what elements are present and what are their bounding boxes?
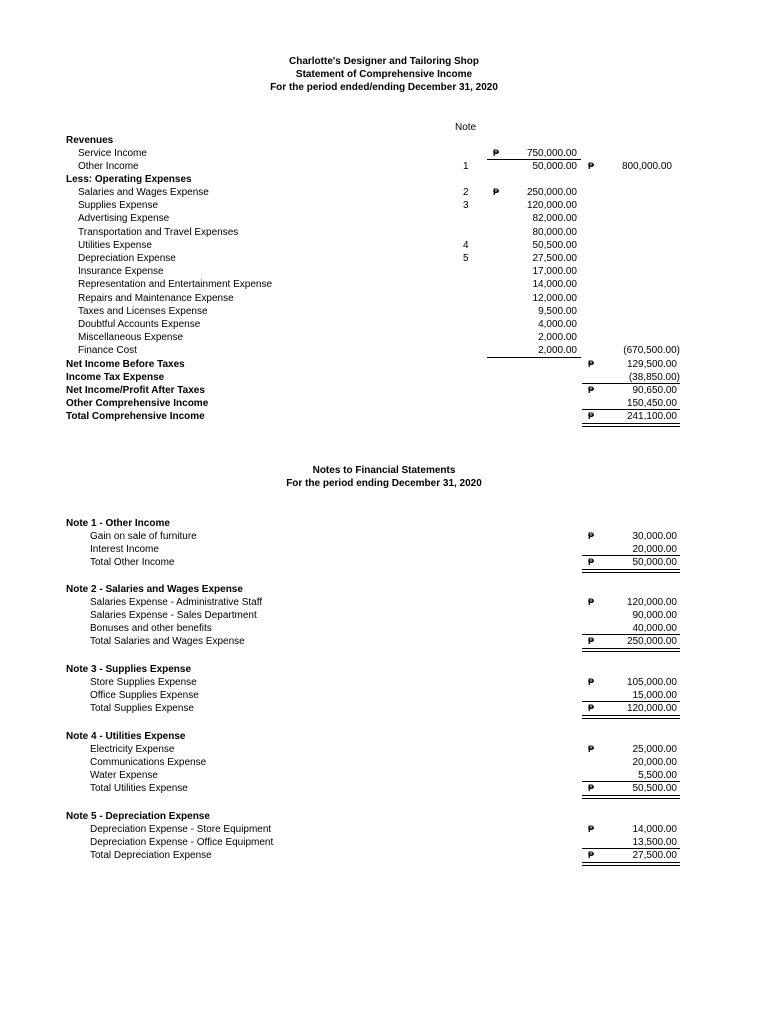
note-total-amount: 250,000.00 (626, 636, 677, 647)
peso-sign: ₱ (588, 677, 595, 687)
note-item-label: Depreciation Expense - Store Equipment (90, 824, 272, 835)
note-item-label: Gain on sale of furniture (90, 531, 197, 542)
total-expenses-amount: (670,500.00) (623, 345, 680, 356)
note-total-double-rule (582, 569, 680, 573)
note-total-double-rule (582, 648, 680, 652)
note-total-amount: 120,000.00 (626, 703, 677, 714)
peso-sign: ₱ (588, 703, 595, 713)
peso-sign: ₱ (588, 531, 595, 541)
revenues-heading: Revenues (66, 135, 114, 146)
note-total-label: Total Utilities Expense (90, 783, 188, 794)
peso-sign: ₱ (588, 557, 595, 567)
note-item-amount: 40,000.00 (632, 623, 677, 634)
expense-label: Transportation and Travel Expenses (78, 226, 239, 238)
peso-sign: ₱ (588, 824, 595, 834)
note-total-double-rule (582, 715, 680, 719)
note-item-label: Salaries Expense - Sales Department (90, 610, 257, 621)
note-total-amount: 27,500.00 (632, 850, 677, 861)
income-tax-amount: (38,850.00) (628, 372, 680, 383)
note-title: Note 1 - Other Income (66, 518, 170, 529)
total-revenues-amount: 800,000.00 (621, 161, 672, 172)
note-item-amount: 30,000.00 (632, 531, 677, 542)
oci-label: Other Comprehensive Income (66, 398, 209, 409)
expense-amount: 82,000.00 (532, 213, 577, 225)
note-item-label: Water Expense (90, 770, 158, 781)
note-item-label: Bonuses and other benefits (90, 623, 212, 634)
expense-amount: 27,500.00 (532, 253, 577, 264)
note-total-label: Total Supplies Expense (90, 703, 194, 714)
other-income-label: Other Income (78, 161, 139, 172)
peso-sign: ₱ (588, 783, 595, 793)
net-income-after-taxes-amount: 90,650.00 (632, 385, 677, 396)
peso-sign: ₱ (588, 385, 595, 395)
expense-label: Advertising Expense (78, 213, 170, 225)
expense-label: Miscellaneous Expense (78, 332, 184, 344)
note-item-amount: 90,000.00 (632, 610, 677, 621)
note-total-amount: 50,500.00 (632, 783, 677, 794)
note-item-label: Communications Expense (90, 757, 207, 768)
expense-label: Salaries and Wages Expense (78, 187, 209, 198)
note-title: Note 3 - Supplies Expense (66, 664, 192, 675)
note-title: Note 4 - Utilities Expense (66, 731, 186, 742)
peso-sign: ₱ (588, 850, 595, 860)
expense-note: 3 (463, 200, 469, 212)
other-income-note: 1 (463, 161, 469, 172)
note-total-label: Total Other Income (90, 557, 175, 568)
income-tax-label: Income Tax Expense (66, 372, 165, 383)
expense-label: Taxes and Licenses Expense (78, 305, 208, 317)
note-item-label: Depreciation Expense - Office Equipment (90, 837, 274, 848)
expense-label: Finance Cost (78, 345, 137, 357)
expense-label: Doubtful Accounts Expense (78, 319, 201, 330)
expense-amount: 250,000.00 (526, 187, 577, 198)
expense-label: Repairs and Maintenance Expense (78, 292, 234, 304)
net-income-after-taxes-label: Net Income/Profit After Taxes (66, 385, 205, 396)
note-title: Note 5 - Depreciation Expense (66, 811, 210, 822)
peso-sign: ₱ (588, 359, 595, 369)
expense-note: 2 (463, 187, 469, 198)
net-income-before-taxes-label: Net Income Before Taxes (66, 359, 185, 370)
statement-title: Statement of Comprehensive Income (295, 69, 473, 80)
expense-amount: 14,000.00 (532, 279, 577, 291)
note-item-label: Office Supplies Expense (90, 690, 199, 701)
peso-sign: ₱ (493, 187, 500, 197)
note-item-amount: 5,500.00 (638, 770, 677, 781)
expenses-total-rule (487, 357, 581, 358)
tci-double-rule (582, 423, 680, 427)
expense-amount: 50,500.00 (532, 239, 577, 251)
expense-amount: 4,000.00 (538, 319, 577, 330)
peso-sign: ₱ (588, 636, 595, 646)
note-column-header: Note (455, 122, 477, 133)
tci-label: Total Comprehensive Income (66, 411, 205, 422)
note-item-amount: 25,000.00 (632, 744, 677, 755)
note-total-double-rule (582, 862, 680, 866)
company-name: Charlotte's Designer and Tailoring Shop (289, 56, 479, 67)
note-total-amount: 50,000.00 (632, 557, 677, 568)
expense-note: 4 (463, 239, 469, 251)
expense-amount: 2,000.00 (538, 345, 577, 357)
note-title: Note 2 - Salaries and Wages Expense (66, 584, 243, 595)
note-item-label: Electricity Expense (90, 744, 175, 755)
expense-amount: 12,000.00 (532, 292, 577, 304)
operating-expenses-heading: Less: Operating Expenses (66, 174, 192, 185)
subtotal-rule (487, 159, 581, 160)
expense-note: 5 (463, 253, 469, 264)
net-income-before-taxes-amount: 129,500.00 (626, 359, 677, 370)
statement-period: For the period ended/ending December 31, 2020 (270, 82, 498, 93)
note-item-amount: 20,000.00 (632, 544, 677, 555)
note-item-amount: 15,000.00 (632, 690, 677, 701)
expense-label: Depreciation Expense (78, 253, 176, 264)
peso-sign: ₱ (588, 597, 595, 607)
note-item-amount: 120,000.00 (626, 597, 677, 608)
peso-sign: ₱ (588, 161, 595, 171)
expense-amount: 9,500.00 (538, 305, 577, 317)
notes-period: For the period ending December 31, 2020 (286, 478, 482, 489)
note-item-amount: 105,000.00 (626, 677, 677, 688)
service-income-amount: 750,000.00 (526, 148, 577, 159)
peso-sign: ₱ (493, 148, 500, 158)
other-income-amount: 50,000.00 (532, 161, 577, 172)
oci-amount: 150,450.00 (626, 398, 677, 409)
peso-sign: ₱ (588, 744, 595, 754)
peso-sign: ₱ (588, 411, 595, 421)
expense-amount: 80,000.00 (532, 226, 577, 238)
expense-label: Insurance Expense (78, 266, 164, 278)
expense-amount: 120,000.00 (526, 200, 577, 212)
expense-amount: 2,000.00 (538, 332, 577, 344)
tci-amount: 241,100.00 (626, 411, 677, 422)
note-total-label: Total Depreciation Expense (90, 850, 212, 861)
note-total-double-rule (582, 795, 680, 799)
notes-title: Notes to Financial Statements (312, 465, 456, 476)
note-item-label: Salaries Expense - Administrative Staff (90, 597, 263, 608)
note-item-amount: 14,000.00 (632, 824, 677, 835)
expense-amount: 17,000.00 (532, 266, 577, 278)
expense-label: Representation and Entertainment Expense (78, 279, 273, 291)
service-income-label: Service Income (78, 148, 147, 159)
expense-label: Supplies Expense (78, 200, 159, 212)
note-item-label: Store Supplies Expense (90, 677, 197, 688)
note-item-amount: 13,500.00 (632, 837, 677, 848)
note-item-label: Interest Income (90, 544, 159, 555)
note-total-label: Total Salaries and Wages Expense (90, 636, 245, 647)
note-item-amount: 20,000.00 (632, 757, 677, 768)
expense-label: Utilities Expense (78, 239, 152, 251)
